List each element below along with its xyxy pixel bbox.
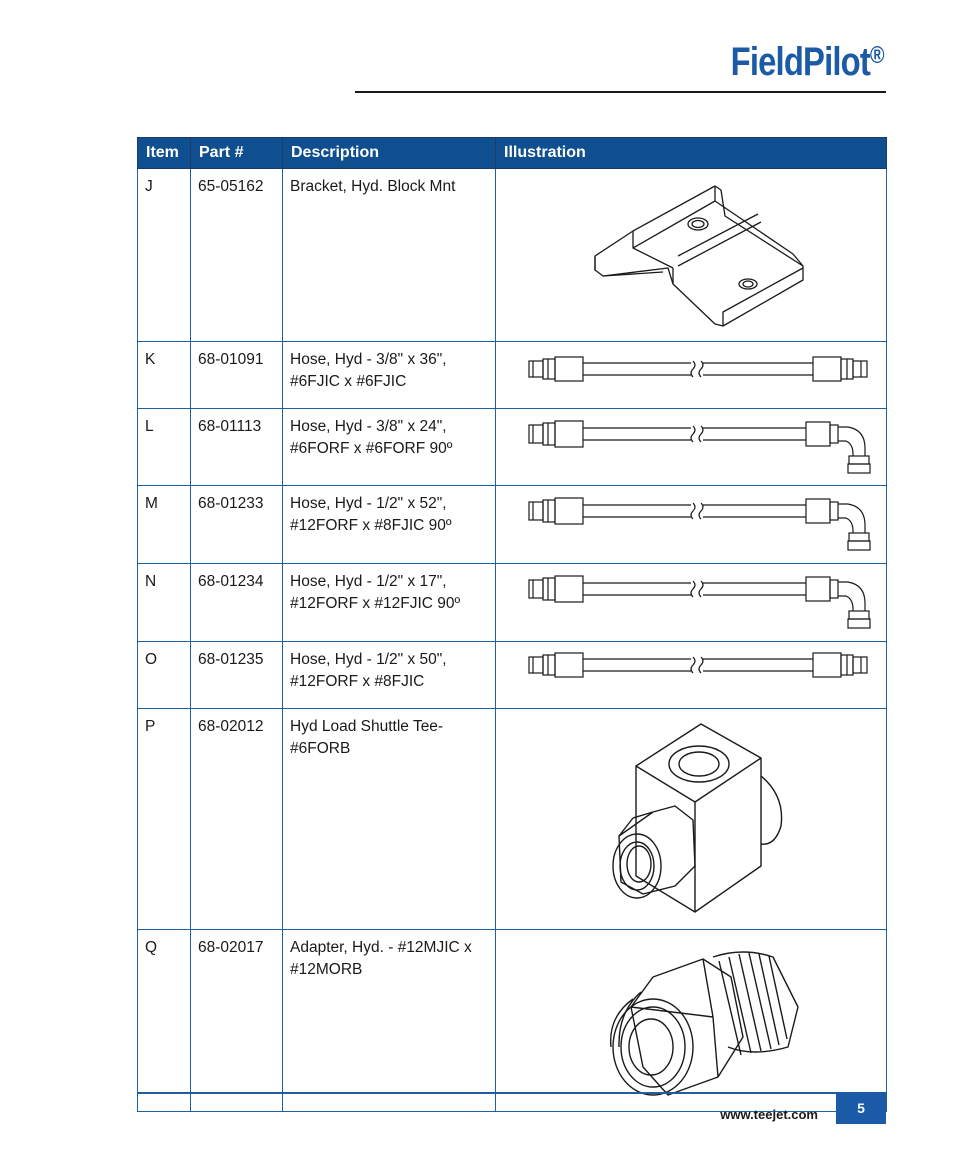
footer-rule <box>137 1092 886 1094</box>
description-cell <box>283 642 496 709</box>
table-header-row <box>138 138 887 169</box>
website-url: www.teejet.com <box>720 1107 818 1122</box>
page-number: 5 <box>836 1093 886 1124</box>
description-line-1: Hose, Hyd - 3/8" x 36", <box>290 351 447 368</box>
illustration-cell <box>496 342 887 409</box>
bracket-illustration <box>503 176 893 334</box>
hose-straight-illustration <box>503 349 893 401</box>
column-header-part: Part # <box>191 138 283 169</box>
illustration-cell <box>496 564 887 642</box>
part-cell: 68-02012 <box>191 709 283 930</box>
table-row <box>138 486 887 564</box>
table-row <box>138 409 887 486</box>
shuttle-tee-illustration <box>503 716 893 922</box>
description-line-2: #12FORF x #12FJIC 90º <box>290 595 461 612</box>
part-cell: 68-01234 <box>191 564 283 642</box>
illustration-cell <box>496 642 887 709</box>
part-cell: 68-02017 <box>191 930 283 1112</box>
illustration-cell <box>496 169 887 342</box>
description-line-2: #12FORF x #8FJIC 90º <box>290 517 452 534</box>
item-cell: J <box>138 169 191 342</box>
item-cell: P <box>138 709 191 930</box>
description-line-2: #6FORB <box>290 740 351 757</box>
item-cell: M <box>138 486 191 564</box>
hose-elbow-illustration <box>503 416 893 478</box>
description-line-1: Hose, Hyd - 1/2" x 17", <box>290 573 447 590</box>
table-row <box>138 930 887 1112</box>
description-line-1: Hose, Hyd - 1/2" x 52", <box>290 495 447 512</box>
illustration-cell <box>496 409 887 486</box>
description-cell <box>283 409 496 486</box>
illustration-cell <box>496 709 887 930</box>
hose-straight-illustration <box>503 649 893 701</box>
column-header-illustration: Illustration <box>496 138 887 169</box>
column-header-description: Description <box>283 138 496 169</box>
part-cell: 65-05162 <box>191 169 283 342</box>
description-line-2: #12MORB <box>290 961 363 978</box>
item-cell: K <box>138 342 191 409</box>
part-cell: 68-01091 <box>191 342 283 409</box>
description-line-1: Hose, Hyd - 1/2" x 50", <box>290 651 447 668</box>
table-row <box>138 642 887 709</box>
description-line-2: #6FORF x #6FORF 90º <box>290 440 453 457</box>
description-cell <box>283 486 496 564</box>
description-line-2: #6FJIC x #6FJIC <box>290 373 407 390</box>
description-line-2: #12FORF x #8FJIC <box>290 673 425 690</box>
header-rule <box>355 91 886 93</box>
item-cell: O <box>138 642 191 709</box>
description-cell <box>283 709 496 930</box>
description-cell <box>283 169 496 342</box>
description-cell <box>283 930 496 1112</box>
description-line-1: Hose, Hyd - 3/8" x 24", <box>290 418 447 435</box>
illustration-cell <box>496 930 887 1112</box>
description-line-1: Bracket, Hyd. Block Mnt <box>290 178 456 195</box>
column-header-item: Item <box>138 138 191 169</box>
item-cell: Q <box>138 930 191 1112</box>
description-line-1: Adapter, Hyd. - #12MJIC x <box>290 939 472 956</box>
item-cell: N <box>138 564 191 642</box>
hose-elbow-illustration <box>503 571 893 634</box>
illustration-cell <box>496 486 887 564</box>
brand-logo <box>731 40 884 85</box>
part-cell: 68-01235 <box>191 642 283 709</box>
table-row <box>138 169 887 342</box>
description-cell <box>283 342 496 409</box>
table-row <box>138 342 887 409</box>
table-row <box>138 564 887 642</box>
description-line-1: Hyd Load Shuttle Tee- <box>290 718 444 735</box>
registered-mark: ® <box>870 42 884 69</box>
part-cell: 68-01233 <box>191 486 283 564</box>
description-cell <box>283 564 496 642</box>
hose-elbow-illustration <box>503 493 893 556</box>
adapter-illustration <box>503 937 893 1104</box>
brand-name: FieldPilot <box>730 40 871 84</box>
parts-table <box>137 137 887 1112</box>
part-cell: 68-01113 <box>191 409 283 486</box>
table-row <box>138 709 887 930</box>
item-cell: L <box>138 409 191 486</box>
